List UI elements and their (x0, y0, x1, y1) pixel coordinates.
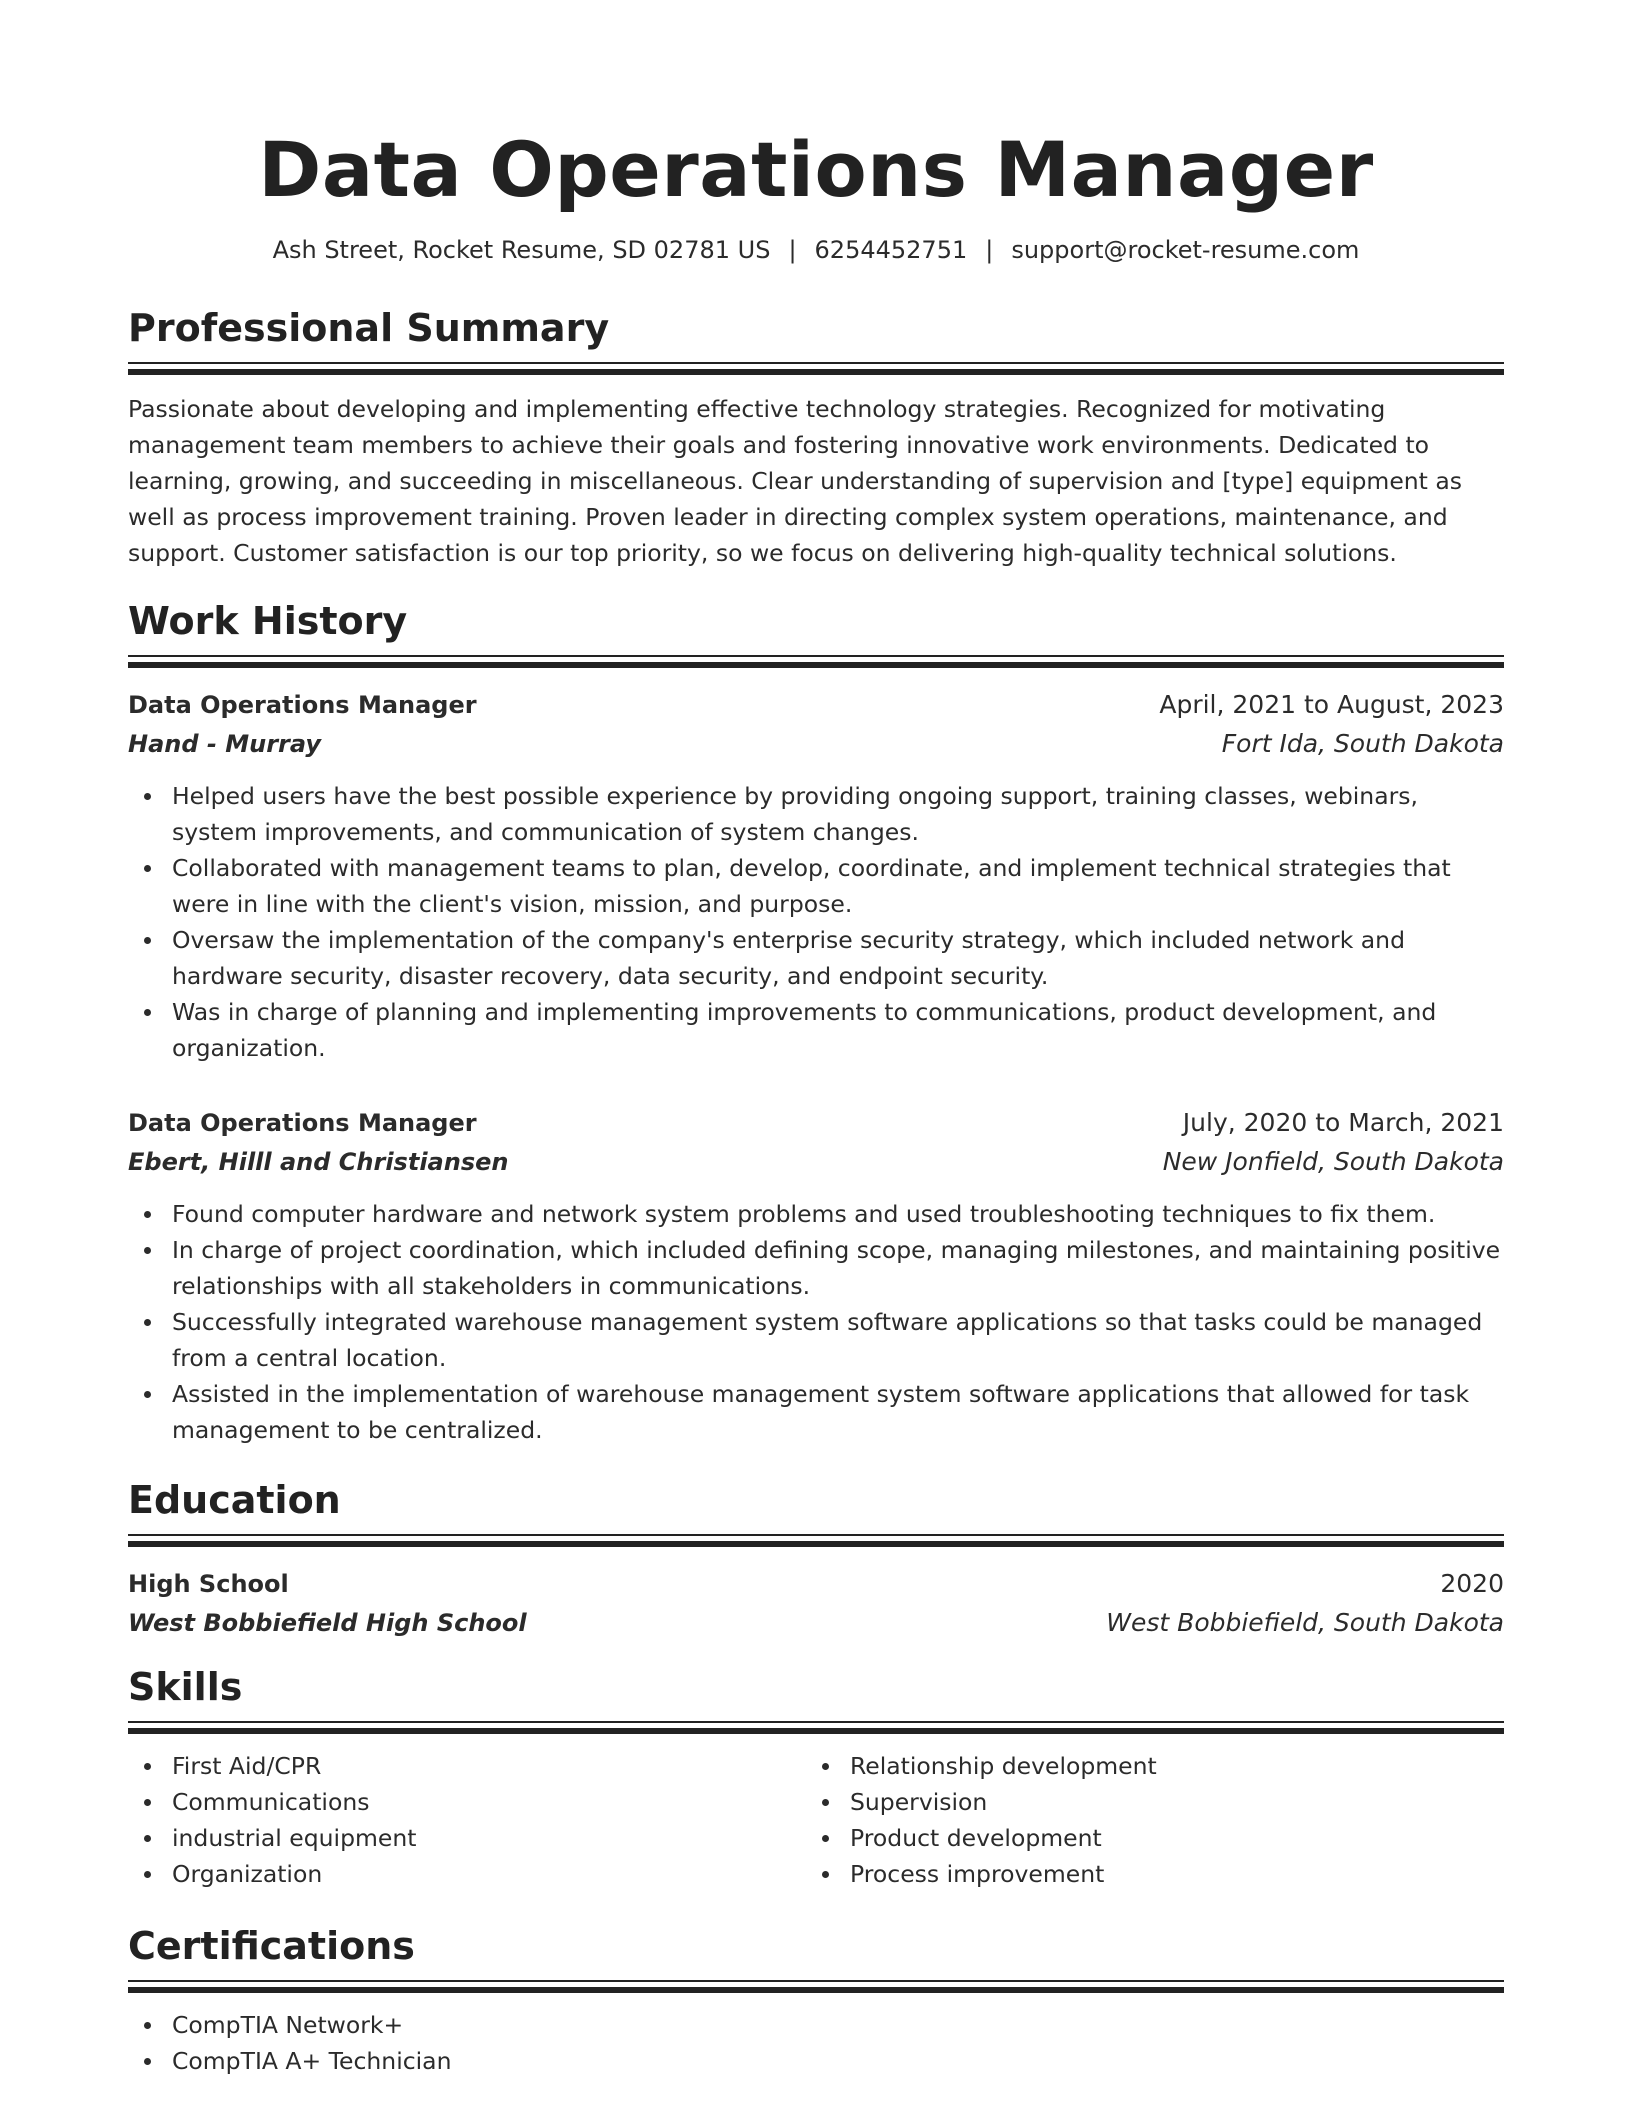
job-bullet: Oversaw the implementation of the company's enterprise security strategy, which included network and hardware security, disaster recovery, data security, and endpoint security. (128, 922, 1504, 994)
education-degree: High School (128, 1570, 289, 1598)
certifications-section (128, 1922, 1504, 2079)
section-heading: Education (128, 1478, 341, 1522)
section-divider (128, 1721, 1504, 1734)
skills-section (128, 1663, 1504, 1892)
skill-item: Process improvement (806, 1856, 1484, 1892)
job-entry (128, 686, 1504, 1066)
certification-list (128, 2007, 1504, 2079)
certification-item: CompTIA Network+ (128, 2007, 1504, 2043)
contact-phone: 6254452751 (814, 236, 968, 264)
section-heading: Skills (128, 1665, 243, 1709)
job-title: Data Operations Manager (128, 691, 477, 719)
section-divider (128, 1534, 1504, 1547)
job-bullet: In charge of project coordination, which included defining scope, managing milestones, and maintaining positive relationships with all stakeholders in communications. (128, 1232, 1504, 1304)
certification-item: CompTIA A+ Technician (128, 2043, 1504, 2079)
job-bullet: Assisted in the implementation of warehouse management system software applications that allowed for task management to be centralized. (128, 1376, 1504, 1448)
skill-item: Product development (806, 1820, 1484, 1856)
education-entry (128, 1565, 1504, 1643)
contact-separator: | (985, 236, 994, 264)
education-year: 2020 (1440, 1569, 1504, 1598)
section-heading: Professional Summary (128, 306, 610, 350)
skill-item: Supervision (806, 1784, 1484, 1820)
skills-column-left (128, 1748, 806, 1892)
section-divider (128, 362, 1504, 375)
contact-address: Ash Street, Rocket Resume, SD 02781 US (272, 236, 771, 264)
skill-item: Relationship development (806, 1748, 1484, 1784)
job-bullets (128, 1196, 1504, 1448)
job-bullet: Was in charge of planning and implementing improvements to communications, product development, and organization. (128, 994, 1504, 1066)
job-company: Ebert, Hilll and Christiansen (128, 1148, 509, 1176)
summary-text: Passionate about developing and implementing effective technology strategies. Recognized for motivating management team members to achieve their goals and fostering innovative work environments. Dedicated to learning, growing, and succeeding in miscellaneous. Clear understanding of supervision and [type] equipment as well as process improvement training. Proven leader in directing complex system operations, maintenance, and support. Customer satisfaction is our top priority, so we focus on delivering high-quality technical solutions. (128, 395, 1463, 567)
job-title: Data Operations Manager (128, 1109, 477, 1137)
job-location: New Jonfield, South Dakota (1162, 1147, 1504, 1176)
skill-item: Organization (128, 1856, 806, 1892)
skills-column-right (806, 1748, 1484, 1892)
job-dates: July, 2020 to March, 2021 (1182, 1108, 1504, 1137)
section-divider (128, 655, 1504, 668)
job-company: Hand - Murray (128, 730, 321, 758)
contact-line (128, 234, 1504, 266)
skills-grid (128, 1748, 1504, 1892)
job-bullet: Successfully integrated warehouse management system software applications so that tasks could be managed from a central location. (128, 1304, 1504, 1376)
education-school: West Bobbiefield High School (128, 1609, 527, 1637)
resume-page (128, 0, 1504, 2079)
contact-email: support@rocket-resume.com (1011, 236, 1360, 264)
job-bullet: Helped users have the best possible experience by providing ongoing support, training classes, webinars, system improvements, and communication of system changes. (128, 778, 1504, 850)
job-location: Fort Ida, South Dakota (1221, 729, 1504, 758)
professional-summary-section (128, 304, 1504, 571)
job-dates: April, 2021 to August, 2023 (1159, 690, 1504, 719)
resume-title: Data Operations Manager (258, 125, 1374, 214)
job-bullet: Found computer hardware and network system problems and used troubleshooting techniques to fix them. (128, 1196, 1504, 1232)
skill-item: industrial equipment (128, 1820, 806, 1856)
contact-separator: | (788, 236, 797, 264)
education-section (128, 1476, 1504, 1643)
section-divider (128, 1980, 1504, 1993)
section-heading: Work History (128, 599, 408, 643)
job-bullet: Collaborated with management teams to plan, develop, coordinate, and implement technical strategies that were in line with the client's vision, mission, and purpose. (128, 850, 1504, 922)
work-history-section (128, 597, 1504, 1448)
education-location: West Bobbiefield, South Dakota (1106, 1608, 1504, 1637)
skill-item: Communications (128, 1784, 806, 1820)
job-entry (128, 1104, 1504, 1448)
skill-item: First Aid/CPR (128, 1748, 806, 1784)
section-heading: Certifications (128, 1924, 415, 1968)
job-bullets (128, 778, 1504, 1066)
